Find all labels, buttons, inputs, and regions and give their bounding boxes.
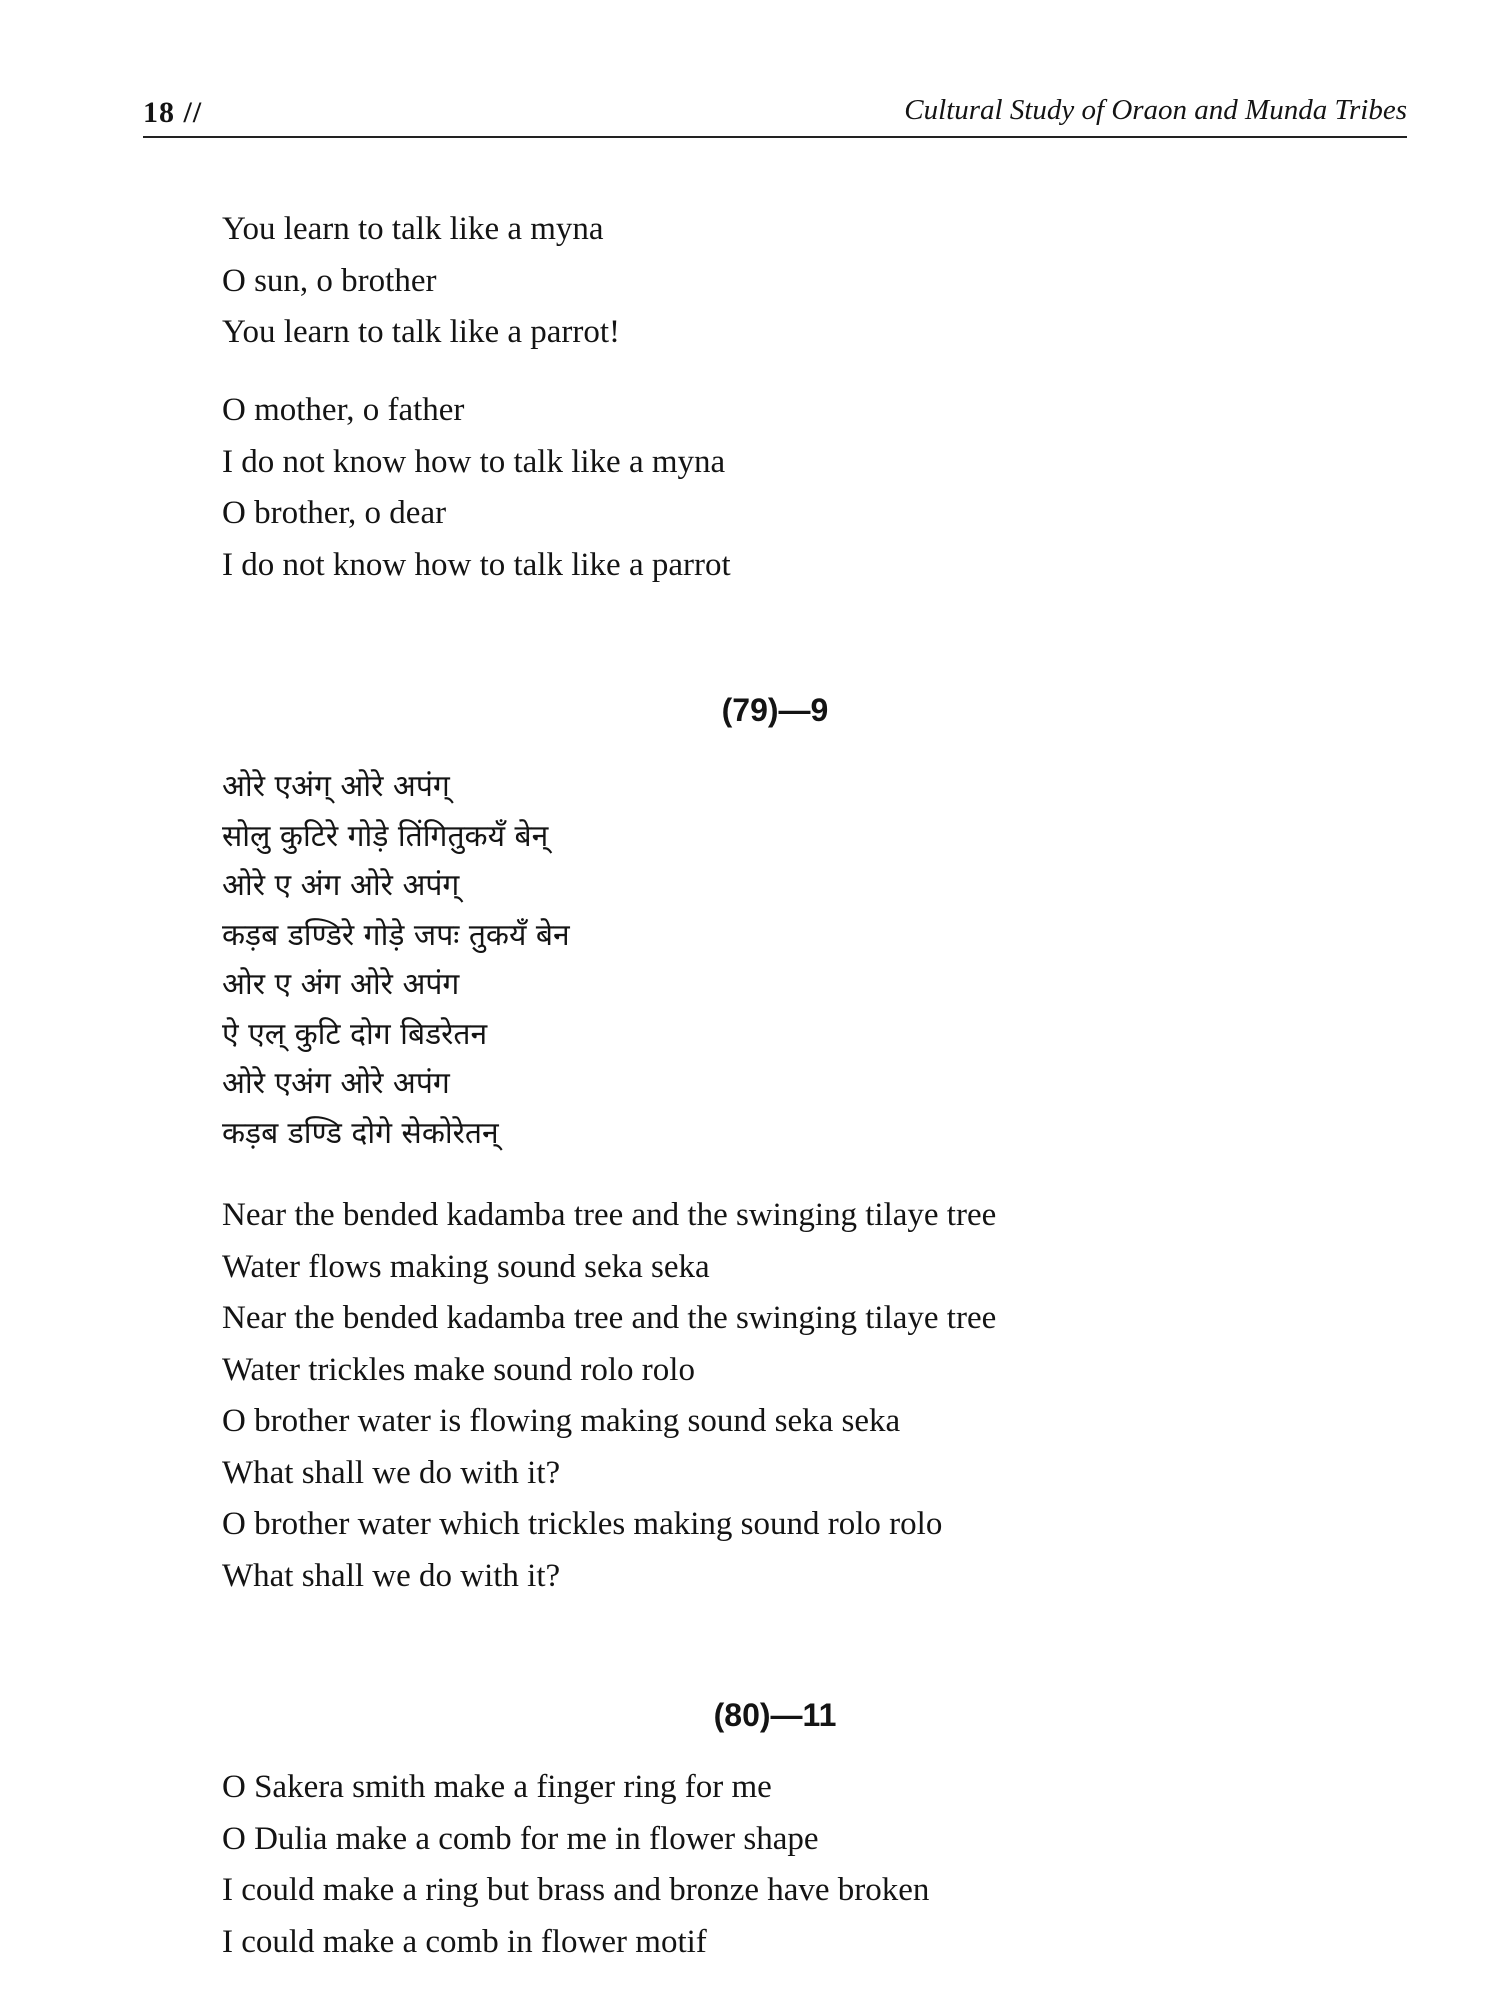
hindi-verse-line: ओरे ए अंग ओरे अपंग् [222,868,460,903]
verse-line: Near the bended kadamba tree and the swinging tilaye tree [222,1300,997,1336]
verse-line: I do not know how to talk like a parrot [222,546,731,583]
song-80-english-stanza [222,1762,929,1968]
song-79-hindi-stanza [222,762,570,1158]
running-title: Cultural Study of Oraon and Munda Tribes [904,94,1407,126]
hindi-verse-line: सोलु कुटिरे गोड़े तिंगितुकयँ बेन् [222,818,549,854]
verse-line: You learn to talk like a myna [222,211,604,247]
page-number: 18 // [143,96,203,129]
hindi-verse-line: ओरे एअंग ओरे अपंग [222,1066,450,1101]
verse-line: O sun, o brother [222,262,437,299]
verse-line: O brother water is flowing making sound seka seka [222,1403,901,1439]
page-header [143,92,1407,136]
verse-line: What shall we do with it? [222,1557,561,1594]
verse-line: Water flows making sound seka seka [222,1248,710,1285]
verse-line: I could make a comb in flower motif [222,1923,707,1960]
verse-line: You learn to talk like a parrot! [222,314,621,350]
stanza-2 [222,385,731,591]
stanza-1 [222,204,620,359]
hindi-verse-line: कड़ब डण्डिरे गोड़े जपः तुकयँ बेन [222,917,570,953]
verse-line: I could make a ring but brass and bronze have broken [222,1872,930,1908]
verse-line: O brother water which trickles making sound rolo rolo [222,1506,943,1542]
verse-line: O brother, o dear [222,495,447,531]
hindi-verse-line: ओर ए अंग ओरे अपंग [222,967,460,1002]
hindi-verse-line: ओरे एअंग् ओरे अपंग् [222,769,450,804]
song-79-heading: (79)—9 [721,692,829,728]
verse-line: Near the bended kadamba tree and the swinging tilaye tree [222,1197,997,1233]
verse-line: O mother, o father [222,392,465,428]
song-80-heading: (80)—11 [713,1697,837,1733]
verse-line: O Dulia make a comb for me in flower shape [222,1820,819,1857]
header-rule [143,136,1407,138]
verse-line: O Sakera smith make a finger ring for me [222,1769,772,1805]
verse-line: Water trickles make sound rolo rolo [222,1351,695,1388]
hindi-verse-line: ऐ एल् कुटि दोग बिडरेतन [222,1016,488,1052]
verse-line: What shall we do with it? [222,1454,561,1491]
verse-line: I do not know how to talk like a myna [222,443,726,480]
hindi-verse-line: कड़ब डण्डि दोगे सेकोरेतन् [222,1115,499,1151]
song-79-english-stanza [222,1190,996,1602]
